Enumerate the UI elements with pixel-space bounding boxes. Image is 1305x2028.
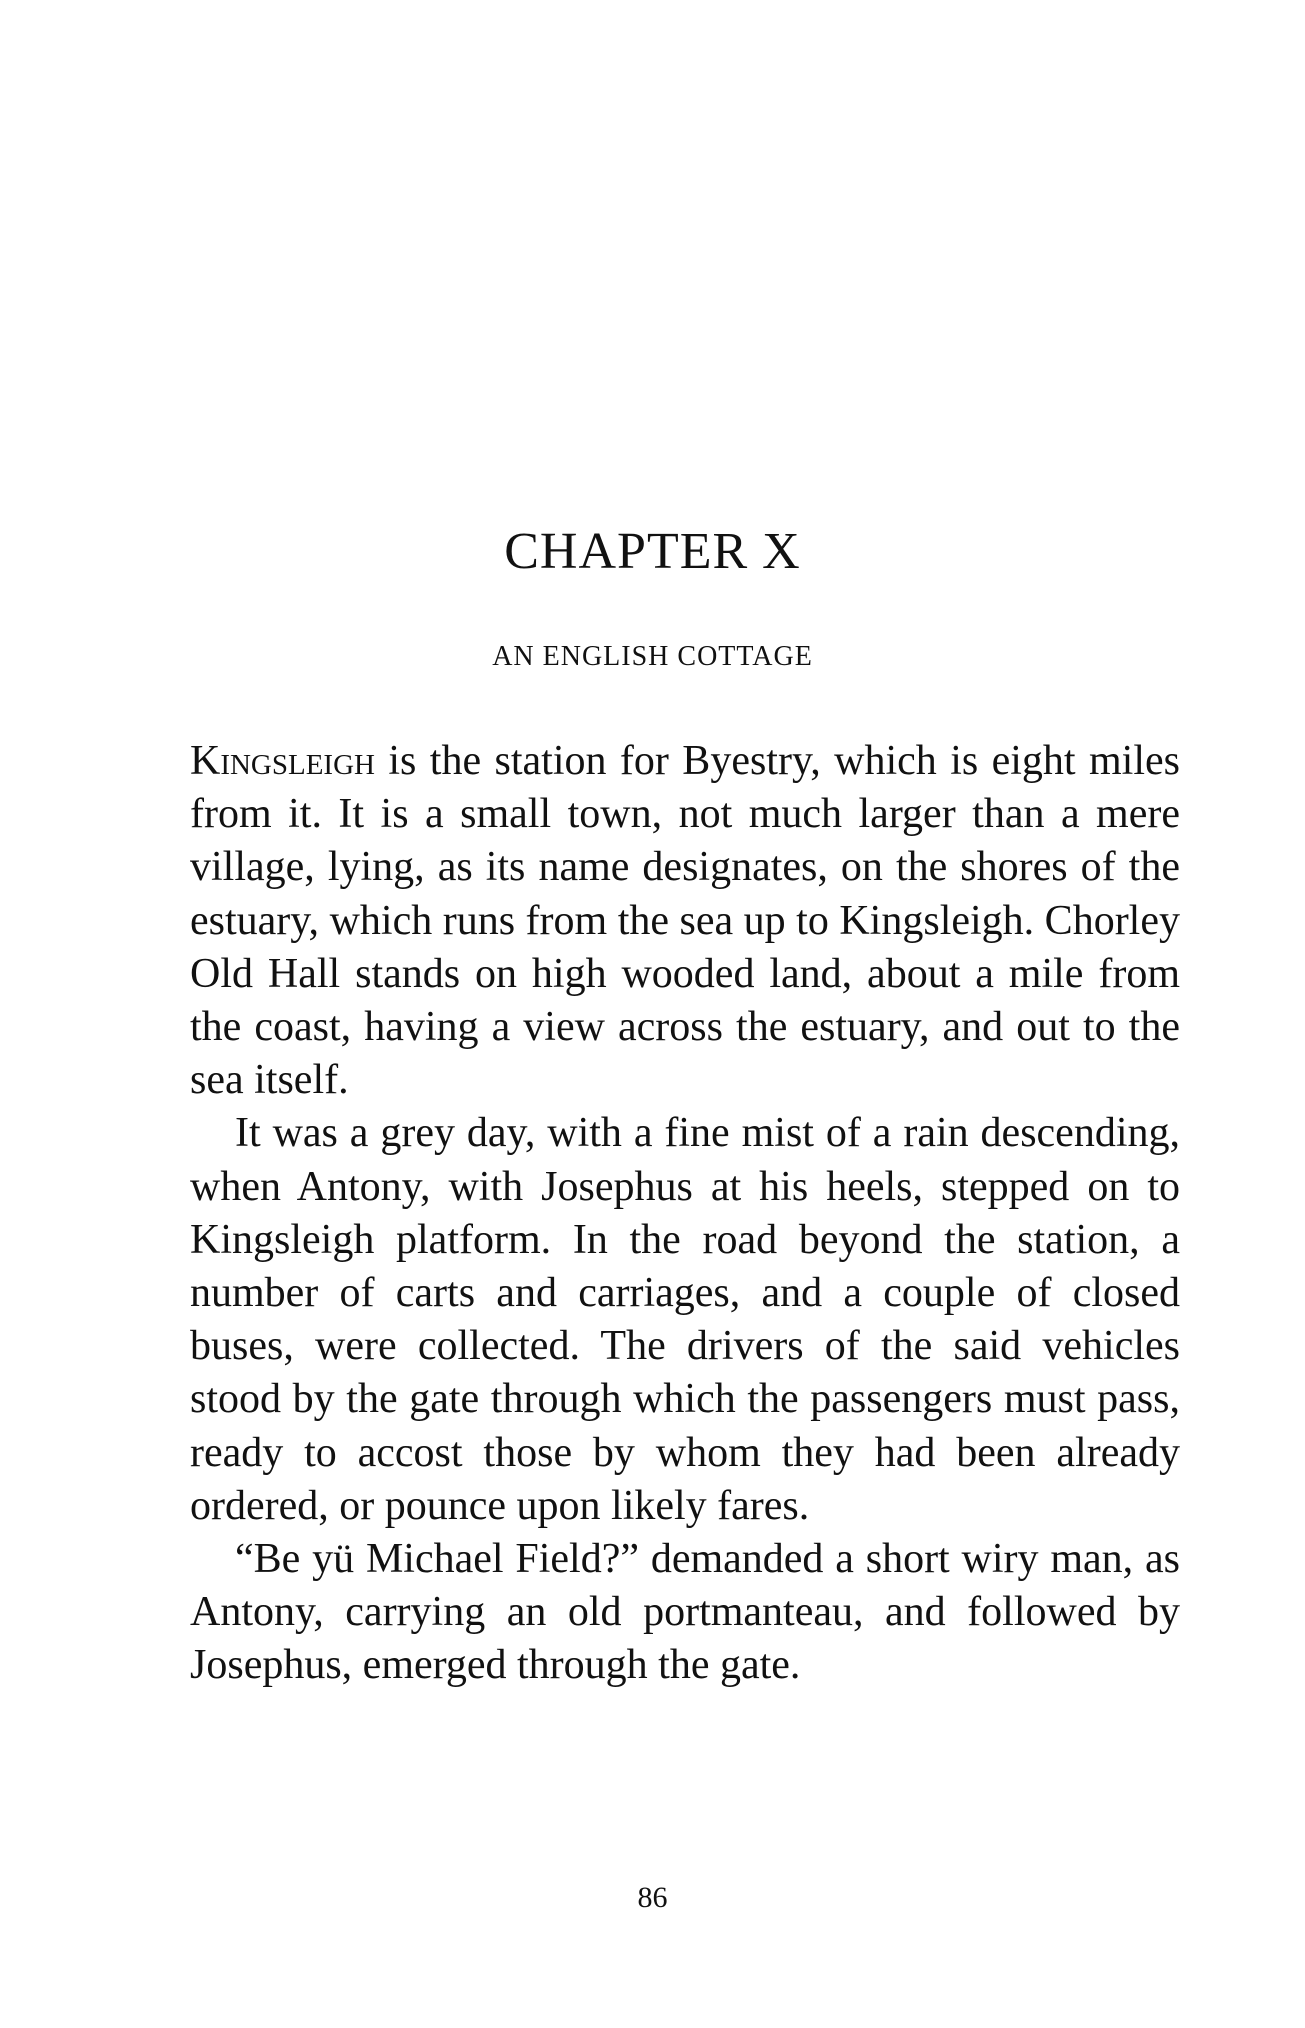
paragraph-2: It was a grey day, with a fine mist of a rain descending, when Antony, with Josephus at his heels, stepped on to Kingsleigh platform. In the road beyond the station, a number of carts and carriages, and a couple of closed buses, were collected. The drivers of the said vehicles stood by the gate through which the passengers must pass, ready to accost those by whom they had been already ordered, or pounce upon likely fares. bbox=[190, 1110, 1180, 1529]
paragraph-lead-word: Kingsleigh bbox=[190, 738, 375, 784]
paragraph-1 bbox=[190, 735, 1180, 1107]
chapter-subtitle: AN ENGLISH COTTAGE bbox=[492, 641, 813, 672]
page-number: 86 bbox=[637, 1881, 668, 1914]
body-text bbox=[190, 735, 1180, 1693]
paragraph-3: “Be yü Michael Field?” demanded a short wiry man, as Antony, carrying an old portmanteau, and followed by Josephus, emerged through the gate. bbox=[190, 1536, 1180, 1689]
chapter-heading: CHAPTER X bbox=[504, 523, 801, 580]
paragraph-text: is the station for Byestry, which is eight miles from it. It is a small town, not much larger than a mere village, lying, as its name designates, on the shores of the estuary, which runs from the sea up to Kingsleigh. Chorley Old Hall stands on high wooded land, about a mile from the coast, having a view across the estuary, and out to the sea itself. bbox=[190, 738, 1180, 1104]
